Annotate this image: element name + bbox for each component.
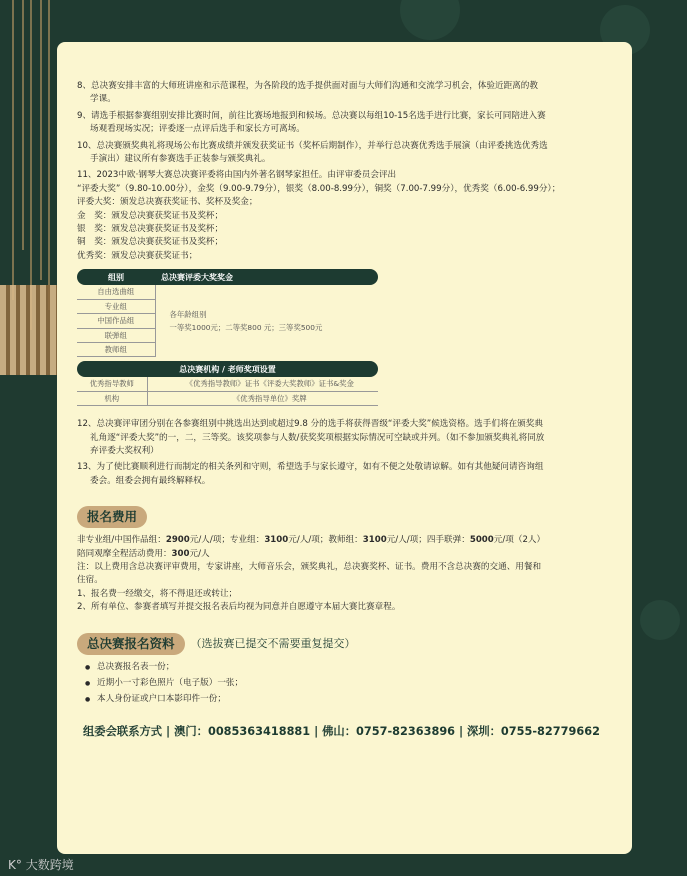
table-row: 教师组: [77, 342, 378, 356]
item-11: 11、2023中欧·钢琴大赛总决赛评委将由国内外著名钢琴家担任。由评审委员会评出 “评委大奖”（9.80-10.00分），金奖（9.00-9.79分），银奖（8.00-8.99分），铜奖（7.00-7.99分），优秀奖（6.00-6.99分）； 评委大奖：颁发总决赛获奖证书、奖杯及奖金； 金 奖：颁发总决赛获奖证书及奖杯； 银 奖：颁发总决赛获奖证书及奖杯； 铜 奖：颁发总决赛获奖证书及奖杯； 优秀奖：颁发总决赛获奖证书；: [77, 170, 561, 261]
item-9: 9、请选手根据参赛组别安排比赛时间，前往比赛场地报到和候场。总决赛以每组10-15名选手进行比赛，家长可同陪进入赛 场观看现场实况；评委逐一点评后选手和家长方可离场。: [77, 110, 546, 135]
table-row: 中国作品组: [77, 314, 378, 328]
gold-stripe: [12, 0, 14, 300]
fees-line1: 非专业组/中国作品组：2900元/人/项；专业组：3100元/人/项；教师组：3100元/人/项；四手联弹：5000元/项（2人）: [77, 535, 546, 546]
item-8: 8、总决赛安排丰富的大师班讲座和示范课程，为各阶段的选手提供面对面与大师们沟通和交流学习机会，体验近距离的教 学课。: [77, 81, 538, 105]
logo-icon: K°: [8, 858, 22, 872]
fees-rule: 1、报名费一经缴交，将不得退还或转让；: [77, 588, 238, 599]
gold-stripe: [30, 0, 32, 330]
piano-keys-decor: [0, 285, 60, 375]
contact-info: 组委会联系方式 | 澳门：0085363418881 | 佛山：0757-82363896 | 深圳：0755-82779662: [83, 724, 600, 738]
fees-section: 报名费用 非专业组/中国作品组：2900元/人/项；专业组：3100元/人/项；教师组：3100元/人/项；四手联弹：5000元/项（2人） 陪同观摩全程活动费用：300元/人 注：以上费用含总决赛评审费用，专家讲座，大师音乐会，颁奖典礼，总决赛奖杯、证书。费用不含总决赛的交通、用餐和 住宿。 1、报名费一经缴交，将不得退还或转让； 2、所有单位、参赛者填写并提交报名表后均视为同意并自愿遵守本届大赛比赛章程。: [77, 506, 617, 614]
fees-line2: 陪同观摩全程活动费用：300元/人: [77, 548, 210, 559]
gold-stripe: [22, 0, 24, 250]
list-item: ● 本人身份证或户口本影印件一份；: [83, 693, 617, 706]
institution-table-header: 总决赛机构 / 老师奖项设置: [77, 361, 378, 377]
award-desc-prizes: 一等奖1000元；二等奖800 元；三等奖500元: [169, 323, 323, 333]
table-row: 机构 《优秀指导单位》奖牌: [77, 391, 378, 405]
award-table: [77, 269, 378, 357]
table-row: 自由选曲组 各年龄组别 一等奖1000元；二等奖800 元；三等奖500元: [77, 285, 378, 299]
materials-section: [77, 633, 617, 707]
list-item: ● 总决赛报名表一份；: [83, 661, 617, 674]
fees-rule: 2、所有单位、参赛者填写并提交报名表后均视为同意并自愿遵守本届大赛比赛章程。: [77, 602, 401, 613]
table-row: 优秀指导教师 《优秀指导教师》证书《评委大奖教师》证书&奖金: [77, 377, 378, 391]
circle-decor: [640, 600, 680, 640]
materials-title: 总决赛报名资料: [77, 633, 185, 655]
watermark-logo: K° 大数跨境: [8, 858, 74, 872]
content-card: [57, 42, 632, 854]
gold-stripe: [40, 0, 42, 280]
table-row: 专业组: [77, 299, 378, 313]
item-13: 13、为了使比赛顺利进行而制定的相关条列和守则，希望选手与家长遵守，如有不便之处敬请谅解。如有其他疑问请咨询组 委会。组委会拥有最终解释权。: [77, 462, 544, 486]
circle-decor: [400, 0, 460, 40]
item-12: 12、总决赛评审团分别在各参赛组别中挑选出达到或超过9.8 分的选手将获得晋级“评委大奖”候选资格。选手们将在颁奖典 礼角逐“评委大奖”的一，二，三等奖。该奖项参与人数/获奖奖项根据实际情况可空缺或并列。（如不参加颁奖典礼将同放 弃评委大奖权利）: [77, 419, 545, 456]
list-item: ● 近期小一寸彩色照片（电子版）一张；: [83, 677, 617, 690]
item-10: 10、总决赛颁奖典礼将现场公布比赛成绩并颁发获奖证书（奖杯后期制作），并举行总决赛优秀选手展演（由评委挑选优秀选 手演出）建议所有参赛选手正装参与颁奖典礼。: [77, 140, 548, 165]
content-body: [77, 80, 617, 738]
fees-title: 报名费用: [77, 506, 147, 528]
materials-subtitle: （选拔赛已提交不需要重复提交）: [190, 636, 356, 650]
gold-stripe: [48, 0, 50, 310]
award-table-header: 组别 总决赛评委大奖奖金: [77, 269, 378, 285]
award-desc-age: 各年龄组别: [169, 309, 207, 319]
institution-table: [77, 361, 378, 406]
fees-note: 注：以上费用含总决赛评审费用，专家讲座，大师音乐会，颁奖典礼，总决赛奖杯、证书。费用不含总决赛的交通、用餐和: [77, 561, 542, 572]
table-row: 联弹组: [77, 328, 378, 342]
